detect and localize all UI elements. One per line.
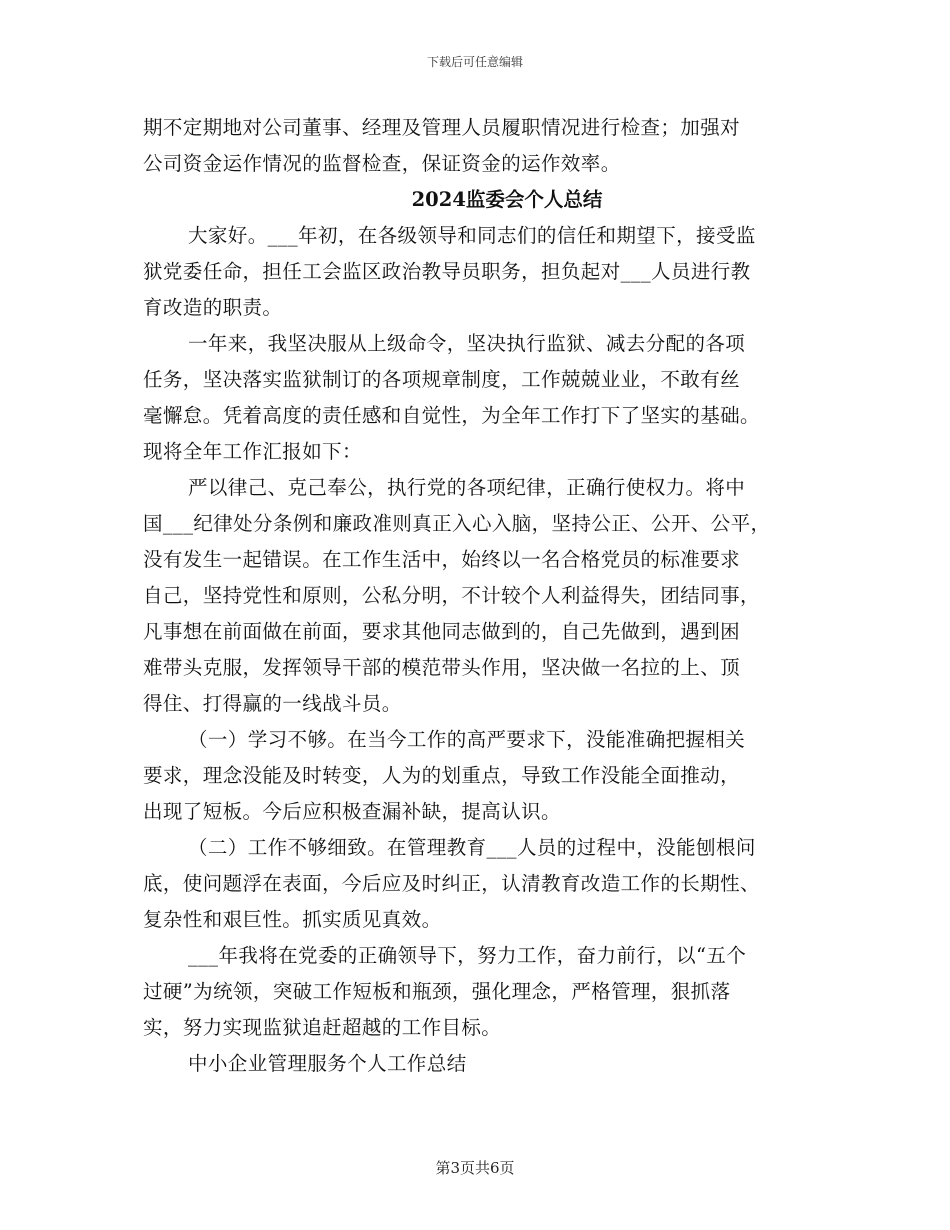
text-line: 大家好。___年初，在各级领导和同志们的信任和期望下，接受监: [188, 224, 756, 247]
text-line: 期不定期地对公司董事、经理及管理人员履职情况进行检查；加强对: [143, 116, 741, 139]
text-line: 底，使问题浮在表面，今后应及时纠正，认清教育改造工作的长期性、: [143, 872, 760, 895]
page-footer: 第3页共6页: [435, 1159, 515, 1177]
header-note: 下载后可任意编辑: [426, 55, 523, 69]
text-line: （二）工作不够细致。在管理教育___人员的过程中，没能刨根问: [188, 836, 756, 859]
text-line: 得住、打得赢的一线战斗员。: [143, 692, 402, 715]
text-line: 复杂性和艰巨性。抓实质见真效。: [143, 908, 442, 931]
text-line: 没有发生一起错误。在工作生活中，始终以一名合格党员的标准要求: [143, 548, 741, 571]
document-title: 2024监委会个人总结: [411, 188, 603, 211]
text-line: 国___纪律处分条例和廉政准则真正入心入脑，坚持公正、公开、公平，: [143, 512, 771, 535]
text-line: 要求，理念没能及时转变，人为的划重点，导致工作没能全面推动，: [143, 764, 741, 787]
text-line: 过硬”为统领，突破工作短板和瓶颈，强化理念，严格管理，狠抓落: [143, 980, 731, 1003]
text-line: 狱党委任命，担任工会监区政治教导员职务，担负起对___人员进行教: [143, 260, 751, 283]
text-line: 出现了短板。今后应积极查漏补缺，提高认识。: [143, 800, 561, 823]
text-line: 毫懈怠。凭着高度的责任感和自觉性，为全年工作打下了坚实的基础。: [143, 404, 760, 427]
text-line: 自己，坚持党性和原则，公私分明，不计较个人利益得失，团结同事，: [143, 584, 760, 607]
text-line: 现将全年工作汇报如下：: [143, 440, 362, 463]
text-line: 公司资金运作情况的监督检查，保证资金的运作效率。: [143, 152, 621, 175]
document-body: [143, 110, 811, 1082]
text-line: 凡事想在前面做在前面，要求其他同志做到的，自己先做到，遇到困: [143, 620, 741, 643]
text-line: 任务，坚决落实监狱制订的各项规章制度，工作兢兢业业，不敢有丝: [143, 368, 741, 391]
text-line: 实，努力实现监狱追赶超越的工作目标。: [143, 1016, 502, 1039]
text-line: 一年来，我坚决服从上级命令，坚决执行监狱、减去分配的各项: [188, 332, 746, 355]
text-line: ___年我将在党委的正确领导下，努力工作，奋力前行，以“五个: [188, 944, 747, 967]
text-line: 难带头克服，发挥领导干部的模范带头作用，坚决做一名拉的上、顶: [143, 656, 741, 679]
text-line: 中小企业管理服务个人工作总结: [188, 1052, 467, 1075]
text-line: 育改造的职责。: [143, 296, 283, 319]
text-line: 严以律己、克己奉公，执行党的各项纪律，正确行使权力。将中: [188, 476, 746, 499]
text-line: （一）学习不够。在当今工作的高严要求下，没能准确把握相关: [188, 728, 746, 751]
